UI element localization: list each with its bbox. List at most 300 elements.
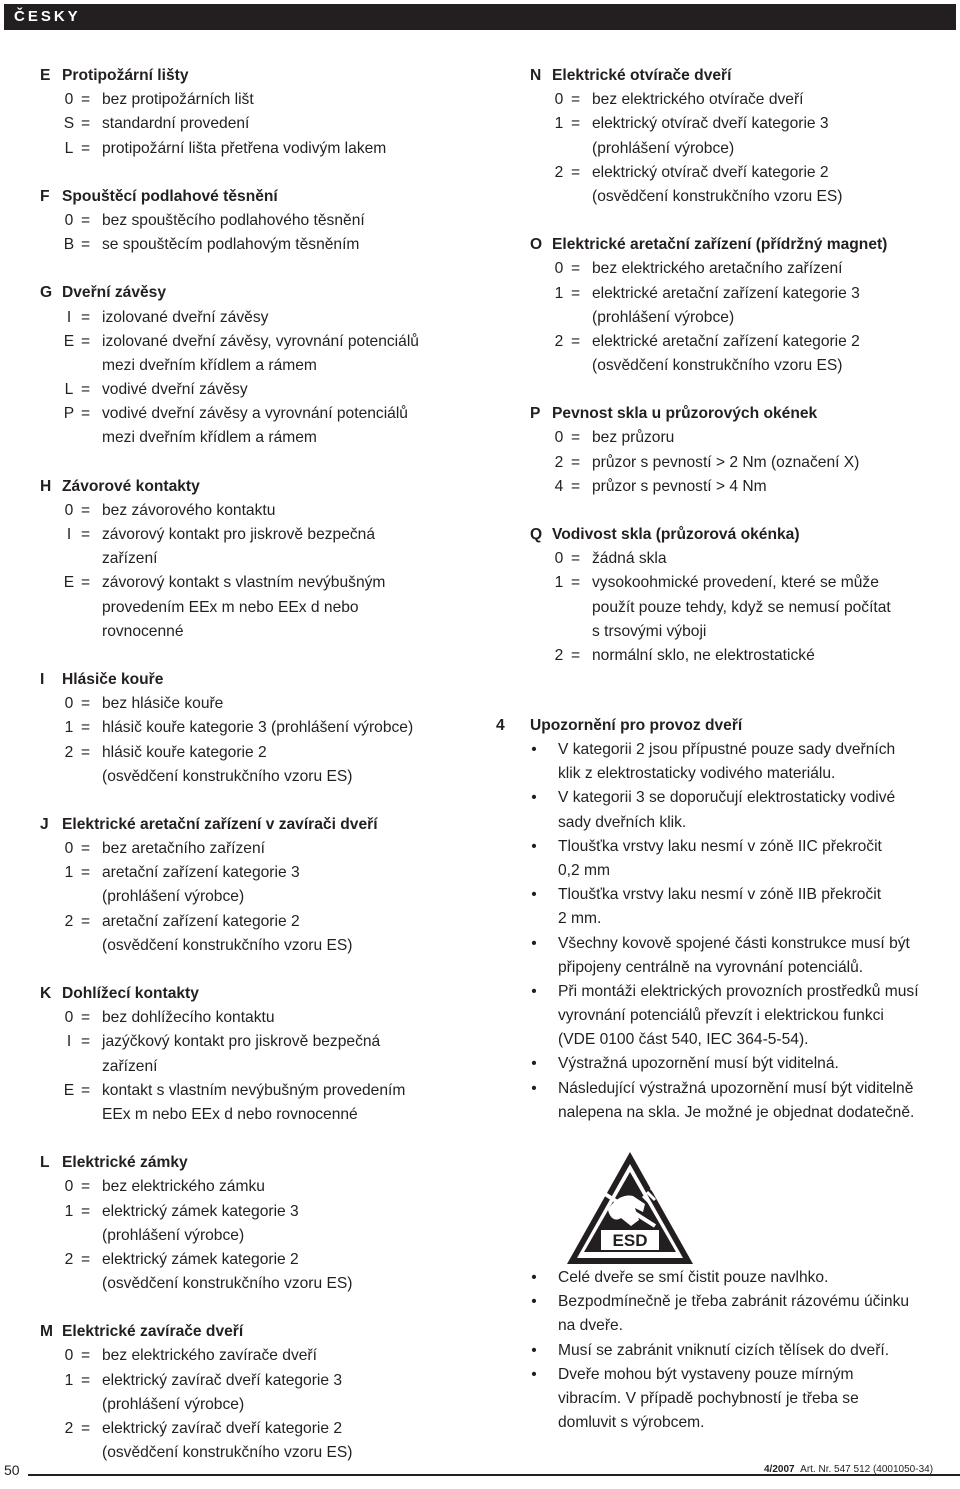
- bullet-dot: •: [531, 1269, 537, 1286]
- option-code: 0: [554, 91, 564, 109]
- option-text: vysokoohmické provedení, které se může: [592, 574, 879, 592]
- option-code: 1: [64, 1202, 74, 1220]
- option-code: 0: [64, 840, 74, 858]
- option-row: [40, 1369, 480, 1393]
- bullet-text: Všechny kovově spojené části konstrukce musí být: [558, 934, 910, 952]
- option-code: 2: [554, 332, 564, 350]
- section-letter: E: [40, 67, 51, 84]
- option-code: E: [63, 574, 75, 592]
- esd-label: ESD: [612, 1231, 648, 1250]
- section-number: 4: [496, 717, 505, 734]
- bullet-text: Musí se zabránit vniknutí cizích tělísek do dveří.: [558, 1341, 890, 1359]
- option-text: elektrický zámek kategorie 3: [102, 1202, 299, 1220]
- bullet-dot: •: [531, 1365, 537, 1383]
- option-text: elektrický zámek kategorie 2: [102, 1250, 299, 1268]
- bullet-text: vyrovnání potenciálů převzít i elektrickou funkci: [558, 1007, 884, 1025]
- option-row: [40, 1200, 480, 1224]
- option-text: jazýčkový kontakt pro jiskrově bezpečná: [102, 1033, 381, 1051]
- option-code: 0: [554, 429, 564, 447]
- option-text: průzor s pevností > 4 Nm: [592, 477, 767, 495]
- bullet-text: Následující výstražná upozornění musí být viditelně: [558, 1079, 914, 1097]
- option-text: (osvědčení konstrukčního vzoru ES): [592, 187, 843, 205]
- option-text: aretační zařízení kategorie 3: [102, 864, 300, 882]
- bullet-text: Celé dveře se smí čistit pouze navlhko.: [558, 1269, 829, 1286]
- option-continuation: [40, 426, 480, 450]
- section-title: Hlásiče kouře: [62, 670, 164, 688]
- option-code: I: [66, 1033, 72, 1051]
- bullet-dot: •: [531, 1341, 537, 1359]
- language-header-bar: [4, 4, 956, 30]
- option-text: (osvědčení konstrukčního vzoru ES): [102, 767, 353, 785]
- spec-section: [40, 1151, 480, 1296]
- equals-sign: =: [81, 1420, 91, 1437]
- equals-sign: =: [81, 91, 91, 109]
- equals-sign: =: [81, 864, 91, 882]
- option-row: [530, 161, 950, 185]
- spec-section: [40, 281, 480, 450]
- option-text: (osvědčení konstrukčního vzoru ES): [102, 936, 353, 954]
- section-heading: [530, 233, 950, 257]
- section-letter: G: [40, 284, 53, 302]
- esd-warning-icon: [563, 1148, 697, 1268]
- bullet-dot: •: [531, 1079, 537, 1097]
- section-heading: [530, 64, 950, 88]
- option-text: aretační zařízení kategorie 2: [102, 912, 300, 930]
- bullet-item: [530, 738, 956, 786]
- bullet-text: na dveře.: [558, 1317, 624, 1335]
- option-code: 1: [554, 115, 564, 133]
- option-code: P: [63, 405, 75, 423]
- bullet-text: Tloušťka vrstvy laku nesmí v zóně IIB překročit: [558, 886, 882, 904]
- left-column: [40, 64, 480, 1489]
- option-row: [40, 861, 480, 885]
- option-text: (prohlášení výrobce): [592, 308, 735, 326]
- equals-sign: =: [81, 1033, 91, 1051]
- option-row: [40, 402, 480, 426]
- option-row: [40, 523, 480, 547]
- bullet-text: V kategorii 3 se doporučují elektrostaticky vodivé: [558, 789, 896, 807]
- bullet-item: [530, 1077, 956, 1125]
- option-text: žádná skla: [592, 550, 667, 568]
- option-code: 4: [554, 477, 564, 495]
- option-row: [40, 306, 480, 330]
- option-code: 2: [554, 453, 564, 471]
- option-text: (osvědčení konstrukčního vzoru ES): [102, 1444, 353, 1462]
- bullet-text: 2 mm.: [558, 910, 602, 928]
- bullet-text: klik z elektrostaticky vodivého materiálu.: [558, 765, 836, 783]
- option-text: závorový kontakt pro jiskrově bezpečná: [102, 526, 376, 543]
- option-text: (prohlášení výrobce): [102, 888, 245, 906]
- section-heading: [40, 281, 480, 305]
- option-text: bez hlásiče kouře: [102, 695, 224, 713]
- option-text: elektrický otvírač dveří kategorie 2: [592, 163, 829, 181]
- option-code: I: [66, 308, 72, 326]
- option-row: [40, 741, 480, 765]
- option-code: 1: [64, 719, 74, 737]
- section-letter: K: [40, 985, 52, 1002]
- section-letter: J: [40, 815, 49, 833]
- equals-sign: =: [81, 139, 91, 157]
- option-text: bez protipožárních lišt: [102, 91, 254, 109]
- section-heading: [40, 185, 480, 209]
- option-continuation: [40, 885, 480, 909]
- option-text: (osvědčení konstrukčního vzoru ES): [102, 1275, 353, 1293]
- section-heading: [40, 982, 480, 1006]
- option-code: 2: [64, 912, 74, 930]
- option-row: [40, 1079, 480, 1103]
- spec-section: [530, 402, 950, 499]
- section-heading: [530, 402, 950, 426]
- option-code: E: [63, 1081, 75, 1099]
- footer-info: [764, 1464, 933, 1475]
- section-title: Vodivost skla (průzorová okénka): [552, 526, 800, 543]
- equals-sign: =: [81, 1009, 91, 1027]
- spec-section: [40, 1320, 480, 1465]
- option-code: E: [63, 332, 75, 350]
- footer-date: 4/2007: [764, 1464, 795, 1475]
- spec-section: [530, 64, 950, 209]
- option-row: [40, 1006, 480, 1030]
- equals-sign: =: [81, 1250, 91, 1268]
- option-code: L: [64, 139, 74, 157]
- equals-sign: =: [571, 163, 581, 181]
- option-row: [40, 88, 480, 112]
- option-continuation: [530, 137, 950, 161]
- spec-section: [40, 475, 480, 644]
- bullet-text: (VDE 0100 část 540, IEC 364-5-54).: [558, 1031, 809, 1049]
- section-heading: [40, 668, 480, 692]
- option-row: [530, 451, 950, 475]
- option-text: elektrické aretační zařízení kategorie 3: [592, 284, 860, 302]
- equals-sign: =: [81, 405, 91, 423]
- option-continuation: [40, 1103, 480, 1127]
- option-text: průzor s pevností > 2 Nm (označení X): [592, 453, 860, 471]
- option-text: elektrický zavírač dveří kategorie 3: [102, 1371, 343, 1389]
- section-heading: [40, 813, 480, 837]
- section-title: Elektrické aretační zařízení (přídržný magnet): [552, 236, 888, 254]
- language-title: ČESKY: [14, 8, 81, 25]
- option-text: bez elektrického otvírače dveří: [592, 91, 804, 109]
- bullet-dot: •: [531, 837, 537, 855]
- option-row: [40, 233, 480, 257]
- option-text: EEx m nebo EEx d nebo rovnocenné: [102, 1105, 358, 1123]
- option-continuation: [40, 1441, 480, 1465]
- section-letter: N: [530, 67, 542, 84]
- spec-section: [40, 668, 480, 789]
- bullet-item: [530, 1266, 950, 1290]
- option-text: vodivé dveřní závěsy a vyrovnání potenciálů: [102, 405, 408, 423]
- option-continuation: [530, 306, 950, 330]
- bullet-item: [530, 883, 956, 931]
- option-text: standardní provedení: [102, 115, 250, 133]
- bullet-dot: •: [531, 789, 537, 807]
- section-heading: [40, 64, 480, 88]
- option-text: mezi dveřním křídlem a rámem: [102, 429, 317, 447]
- bullet-text: Výstražná upozornění musí být viditelná.: [558, 1055, 839, 1073]
- option-row: [530, 571, 950, 595]
- option-row: [40, 571, 480, 595]
- section-title: Elektrické zavírače dveří: [62, 1323, 244, 1341]
- option-continuation: [40, 765, 480, 789]
- option-row: [40, 378, 480, 402]
- bullet-text: připojeny centrálně na vyrovnání potenciálů.: [558, 958, 864, 976]
- option-text: bez spouštěcího podlahového těsnění: [102, 211, 365, 229]
- option-text: se spouštěcím podlahovým těsněním: [102, 236, 360, 254]
- bullet-dot: •: [531, 1055, 537, 1073]
- bullet-text: Při montáži elektrických provozních prostředků musí: [558, 982, 919, 1000]
- equals-sign: =: [81, 308, 91, 326]
- option-row: [40, 1030, 480, 1054]
- option-text: protipožární lišta přetřena vodivým lakem: [102, 139, 387, 157]
- bullet-item: [530, 1052, 956, 1076]
- section-heading: [40, 475, 480, 499]
- spec-section: [40, 64, 480, 161]
- bullet-text: domluvit s výrobcem.: [558, 1414, 705, 1432]
- option-code: B: [63, 236, 75, 254]
- section-title: Upozornění pro provoz dveří: [530, 717, 743, 734]
- option-continuation: [40, 1224, 480, 1248]
- option-code: 2: [554, 163, 564, 181]
- option-code: 2: [64, 1420, 74, 1437]
- bullet-dot: •: [531, 741, 537, 758]
- option-row: [40, 1248, 480, 1272]
- spec-section: [530, 233, 950, 378]
- footer-article: Art. Nr. 547 512 (4001050-34): [800, 1464, 934, 1475]
- option-text: bez elektrického zavírače dveří: [102, 1347, 317, 1365]
- equals-sign: =: [571, 477, 581, 495]
- option-row: [530, 644, 950, 668]
- option-code: 2: [64, 1250, 74, 1268]
- bullet-dot: •: [531, 886, 537, 904]
- option-text: (prohlášení výrobce): [592, 139, 735, 157]
- section-letter: M: [40, 1323, 53, 1341]
- option-continuation: [530, 620, 950, 644]
- option-text: elektrický otvírač dveří kategorie 3: [592, 115, 829, 133]
- option-text: zařízení: [102, 550, 158, 568]
- bullet-dot: •: [531, 934, 537, 952]
- option-text: bez dohlížecího kontaktu: [102, 1009, 275, 1027]
- section-letter: H: [40, 477, 52, 495]
- equals-sign: =: [81, 381, 91, 399]
- option-code: 1: [64, 1371, 74, 1389]
- option-text: izolované dveřní závěsy, vyrovnání potenciálů: [102, 332, 419, 350]
- section-letter: I: [40, 670, 45, 688]
- option-code: L: [64, 381, 74, 399]
- option-text: bez elektrického aretačního zařízení: [592, 260, 843, 278]
- spec-section: [40, 813, 480, 958]
- section-heading: [40, 1151, 480, 1175]
- option-code: 0: [64, 695, 74, 713]
- bullet-item: [530, 980, 956, 1053]
- option-row: [530, 282, 950, 306]
- option-code: 0: [64, 1178, 74, 1196]
- equals-sign: =: [81, 526, 91, 543]
- option-code: 0: [64, 91, 74, 109]
- section-title: Elektrické zámky: [62, 1154, 188, 1172]
- bullet-item: [530, 835, 956, 883]
- option-text: (prohlášení výrobce): [102, 1226, 245, 1244]
- option-text: mezi dveřním křídlem a rámem: [102, 356, 317, 374]
- bullet-item: [530, 1339, 950, 1363]
- equals-sign: =: [81, 236, 91, 254]
- option-row: [40, 837, 480, 861]
- option-continuation: [40, 620, 480, 644]
- option-row: [40, 692, 480, 716]
- spec-section: [40, 982, 480, 1127]
- equals-sign: =: [571, 574, 581, 592]
- bullet-item: [530, 932, 956, 980]
- option-row: [40, 1417, 480, 1441]
- option-text: elektrické aretační zařízení kategorie 2: [592, 332, 860, 350]
- option-text: bez závorového kontaktu: [102, 501, 276, 519]
- bullet-text: nalepena na skla. Je možné je objednat dodatečně.: [558, 1103, 915, 1121]
- option-text: bez průzoru: [592, 429, 675, 447]
- option-text: (osvědčení konstrukčního vzoru ES): [592, 357, 843, 375]
- equals-sign: =: [571, 91, 581, 109]
- option-row: [530, 88, 950, 112]
- option-text: závorový kontakt s vlastním nevýbušným: [102, 574, 386, 592]
- option-row: [530, 475, 950, 499]
- option-code: 1: [554, 574, 564, 592]
- equals-sign: =: [81, 695, 91, 713]
- equals-sign: =: [81, 912, 91, 930]
- option-text: rovnocenné: [102, 622, 184, 640]
- equals-sign: =: [81, 1347, 91, 1365]
- option-continuation: [530, 185, 950, 209]
- equals-sign: =: [81, 719, 91, 737]
- bullet-dot: •: [531, 1293, 537, 1311]
- option-continuation: [40, 596, 480, 620]
- option-text: použít pouze tehdy, když se nemusí počítat: [592, 598, 891, 616]
- equals-sign: =: [81, 1081, 91, 1099]
- equals-sign: =: [81, 1371, 91, 1389]
- section-title: Elektrické otvírače dveří: [552, 67, 732, 84]
- option-continuation: [40, 1055, 480, 1079]
- bullet-item: [530, 786, 956, 834]
- option-code: 0: [64, 501, 74, 519]
- option-continuation: [40, 934, 480, 958]
- section-letter: P: [530, 405, 541, 423]
- bullet-text: Tloušťka vrstvy laku nesmí v zóně IIC překročit: [558, 837, 882, 855]
- right-column: [530, 64, 950, 692]
- spec-section: [530, 523, 950, 668]
- bullet-text: 0,2 mm: [558, 861, 610, 879]
- section-title: Elektrické aretační zařízení v zavírači dveří: [62, 815, 378, 833]
- section-title: Protipožární lišty: [62, 67, 189, 84]
- option-code: I: [66, 526, 72, 543]
- equals-sign: =: [81, 115, 91, 133]
- bullet-text: vibracím. V případě pochybností je třeba se: [558, 1389, 859, 1407]
- bullet-dot: •: [531, 982, 537, 1000]
- page-number: 50: [4, 1462, 20, 1478]
- equals-sign: =: [81, 574, 91, 592]
- option-text: zařízení: [102, 1057, 158, 1075]
- option-row: [40, 910, 480, 934]
- option-row: [40, 1175, 480, 1199]
- section-letter: L: [40, 1154, 50, 1172]
- spec-section: [40, 185, 480, 258]
- option-text: izolované dveřní závěsy: [102, 308, 269, 326]
- option-row: [40, 112, 480, 136]
- option-text: normální sklo, ne elektrostatické: [592, 646, 815, 664]
- option-code: 2: [554, 646, 564, 664]
- option-text: kontakt s vlastním nevýbušným provedením: [102, 1081, 406, 1099]
- option-row: [530, 257, 950, 281]
- option-text: bez elektrického zámku: [102, 1178, 265, 1196]
- option-text: provedením EEx m nebo EEx d nebo: [102, 598, 359, 616]
- equals-sign: =: [571, 284, 581, 302]
- equals-sign: =: [81, 743, 91, 761]
- bullet-item: [530, 1363, 950, 1436]
- equals-sign: =: [81, 1202, 91, 1220]
- equals-sign: =: [81, 501, 91, 519]
- equals-sign: =: [81, 211, 91, 229]
- bullet-list: [530, 738, 956, 1125]
- section-letter: O: [530, 236, 543, 254]
- option-code: 0: [554, 550, 564, 568]
- option-continuation: [530, 596, 950, 620]
- option-continuation: [40, 547, 480, 571]
- section-title: Dohlížecí kontakty: [62, 985, 199, 1002]
- option-text: (prohlášení výrobce): [102, 1395, 245, 1413]
- option-text: elektrický zavírač dveří kategorie 2: [102, 1420, 343, 1437]
- section-title: Pevnost skla u průzorových okének: [552, 405, 818, 423]
- equals-sign: =: [81, 1178, 91, 1196]
- option-text: s trsovými výboji: [592, 622, 707, 640]
- equals-sign: =: [571, 332, 581, 350]
- equals-sign: =: [571, 429, 581, 447]
- option-code: S: [63, 115, 75, 133]
- option-code: 1: [554, 284, 564, 302]
- option-text: bez aretačního zařízení: [102, 840, 265, 858]
- bullet-text: V kategorii 2 jsou přípustné pouze sady dveřních: [558, 741, 896, 758]
- section-heading: [40, 1320, 480, 1344]
- option-code: 1: [64, 864, 74, 882]
- option-code: 2: [64, 743, 74, 761]
- section-title: Spouštěcí podlahové těsnění: [62, 187, 278, 205]
- cleaning-notes-list: [530, 1266, 950, 1435]
- section-title: Dveřní závěsy: [62, 284, 167, 302]
- option-text: hlásič kouře kategorie 3 (prohlášení výrobce): [102, 719, 414, 737]
- equals-sign: =: [571, 453, 581, 471]
- option-row: [530, 426, 950, 450]
- equals-sign: =: [571, 260, 581, 278]
- bullet-text: sady dveřních klik.: [558, 813, 687, 831]
- option-continuation: [40, 1272, 480, 1296]
- option-text: hlásič kouře kategorie 2: [102, 743, 267, 761]
- option-code: 0: [554, 260, 564, 278]
- option-row: [530, 112, 950, 136]
- bullet-text: Dveře mohou být vystaveny pouze mírným: [558, 1365, 854, 1383]
- equals-sign: =: [571, 550, 581, 568]
- option-row: [40, 209, 480, 233]
- option-row: [40, 716, 480, 740]
- option-continuation: [40, 1393, 480, 1417]
- equals-sign: =: [81, 332, 91, 350]
- section-letter: Q: [530, 526, 543, 543]
- option-row: [530, 330, 950, 354]
- option-row: [530, 547, 950, 571]
- option-continuation: [530, 354, 950, 378]
- section-title: Závorové kontakty: [62, 477, 200, 495]
- option-row: [40, 499, 480, 523]
- equals-sign: =: [571, 115, 581, 133]
- option-code: 0: [64, 211, 74, 229]
- option-code: 0: [64, 1009, 74, 1027]
- bullet-text: Bezpodmínečně je třeba zabránit rázovému účinku: [558, 1293, 910, 1311]
- option-row: [40, 330, 480, 354]
- section-heading: [530, 523, 950, 547]
